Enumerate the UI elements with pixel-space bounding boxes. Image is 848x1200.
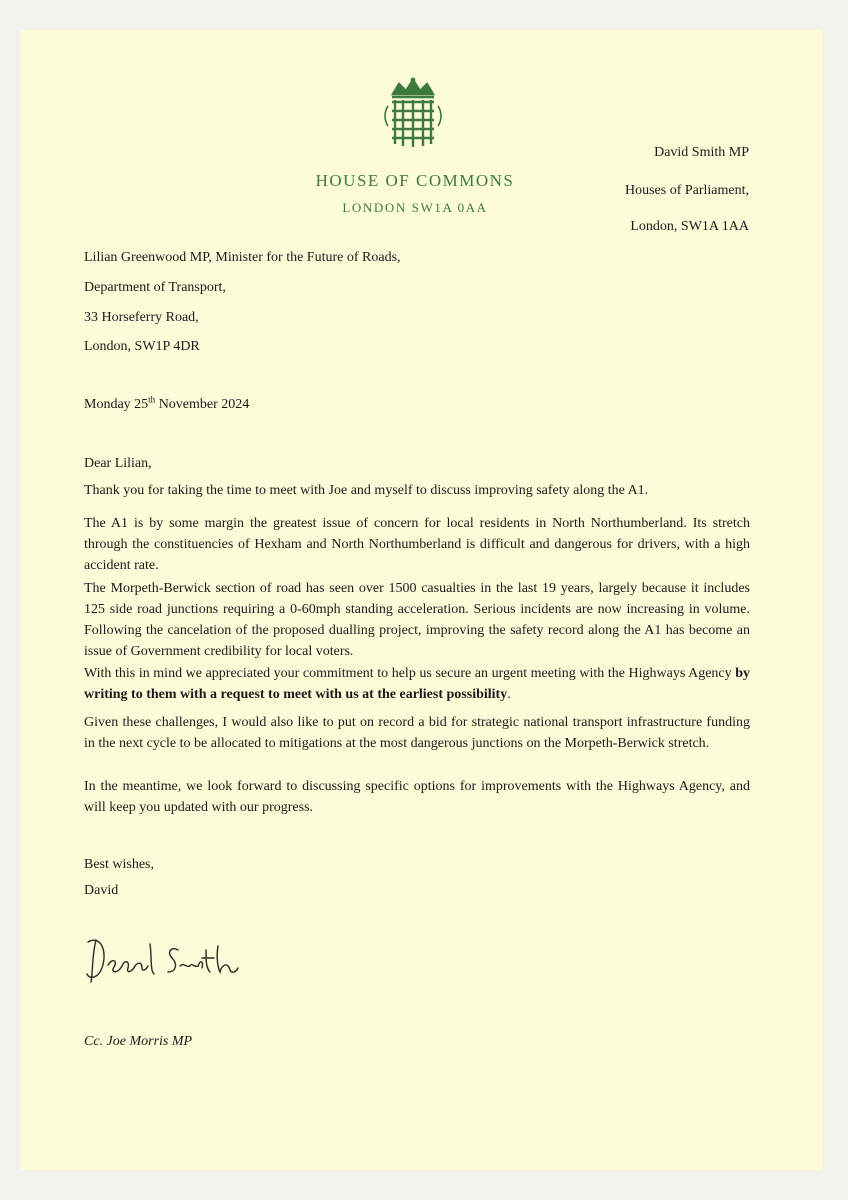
recipient-line: Department of Transport, [84,280,226,295]
org-name: HOUSE OF COMMONS [315,171,515,190]
sender-address-line: London, SW1A 1AA [630,219,749,234]
recipient-line: 33 Horseferry Road, [84,310,199,325]
body-paragraph: Thank you for taking the time to meet with Joe and myself to discuss improving safety along the A1. [84,483,649,498]
sender-address-line: Houses of Parliament, [624,183,749,198]
body-paragraph: In the meantime, we look forward to discussing specific options for improvements with the Highways Agency, and will keep you updated with our progress. [84,779,750,815]
signoff: David [84,883,119,898]
closing: Best wishes, [84,857,154,872]
sender-name: David Smith MP [654,145,749,160]
signature-image [80,930,250,988]
portcullis-icon [383,76,443,156]
body-paragraph: Given these challenges, I would also like to put on record a bid for strategic national transport infrastructure funding in the next cycle to be allocated to mitigations at the most dangerous junctions on the Morpeth-Berwick stretch. [84,715,750,751]
body-paragraph: With this in mind we appreciated your commitment to help us secure an urgent meeting with the Highways Agency by writing to them with a request to meet with us at the earliest possibility. [84,666,750,702]
recipient-line: London, SW1P 4DR [84,339,200,354]
body-paragraph: The A1 is by some margin the greatest issue of concern for local residents in North Northumberland. Its stretch through the constituencies of Hexham and North Northumberland is difficult and dangerous for drivers, with a high accident rate. [84,516,750,573]
salutation: Dear Lilian, [84,456,152,471]
cc-line: Cc. Joe Morris MP [84,1034,193,1049]
bold-request: by writing to them with a request to meet with us at the earliest possibility [84,666,750,702]
org-address: LONDON SW1A 0AA [342,200,488,215]
body-paragraph: The Morpeth-Berwick section of road has seen over 1500 casualties in the last 19 years, largely because it includes 125 side road junctions requiring a 0-60mph standing acceleration. Serious incidents are now increasing in volume. Following the cancelation of the proposed dualling project, improving the safety record along the A1 has become an issue of Government credibility for local voters. [84,581,750,659]
recipient-line: Lilian Greenwood MP, Minister for the Future of Roads, [84,250,401,265]
letter-date: Monday 25th November 2024 [84,394,250,412]
